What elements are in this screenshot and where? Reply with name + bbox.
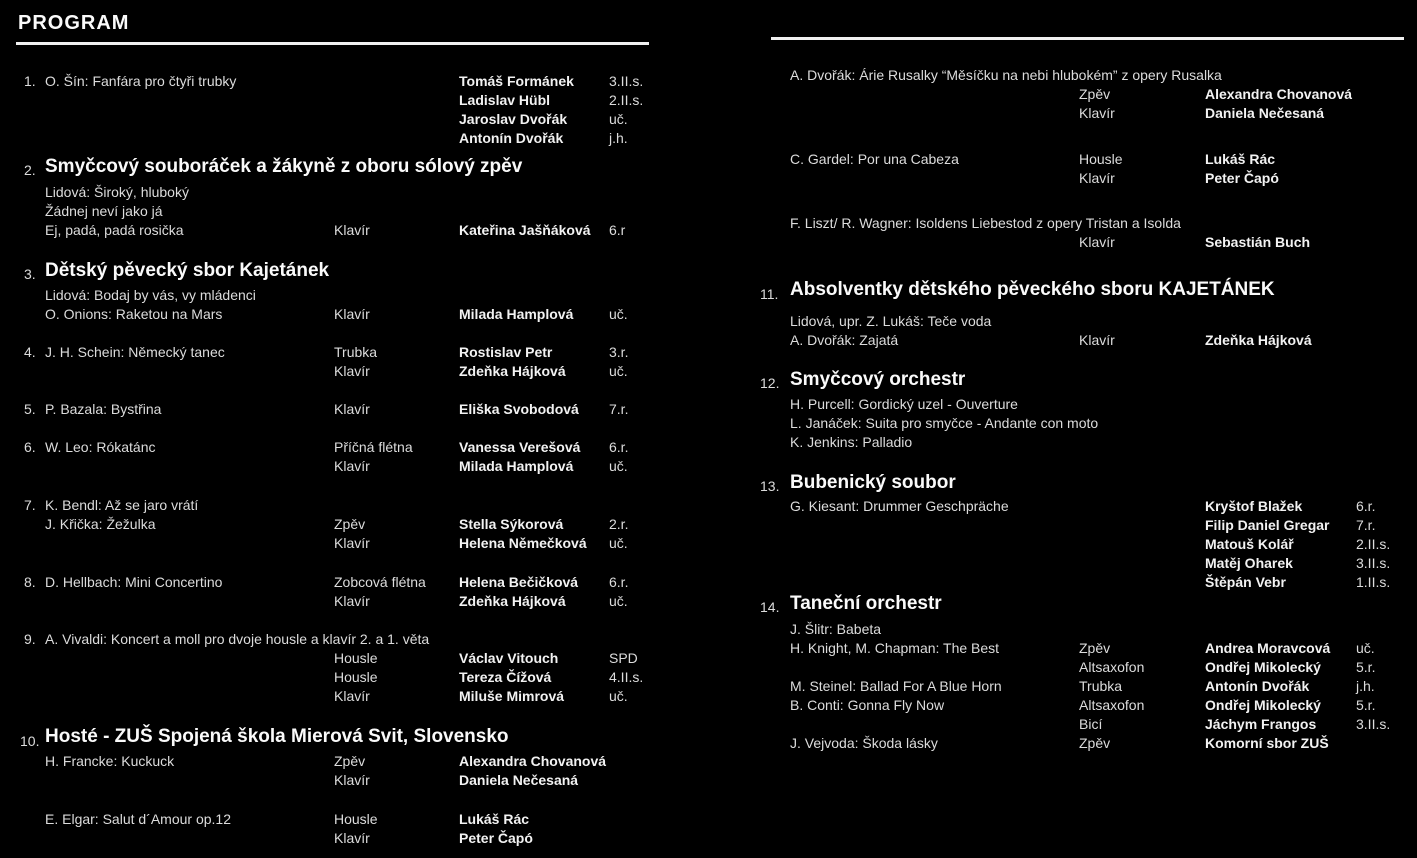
piece-title: L. Janáček: Suita pro smyčce - Andante con moto	[790, 415, 1099, 431]
grade-label: 6.r.	[609, 439, 629, 455]
performer-name: Milada Hamplová	[459, 306, 574, 322]
item-number: 12.	[760, 375, 780, 391]
instrument-label: Klavír	[334, 772, 370, 788]
grade-label: SPD	[609, 650, 638, 666]
performer-name: Peter Čapó	[1205, 170, 1279, 186]
piece-title: M. Steinel: Ballad For A Blue Horn	[790, 678, 1002, 694]
piece-title: H. Francke: Kuckuck	[45, 753, 175, 769]
grade-label: uč.	[609, 535, 628, 551]
item-number: 14.	[760, 599, 780, 615]
performer-name: Tereza Čížová	[459, 669, 552, 685]
piece-title: J. Vejvoda: Škoda lásky	[790, 735, 938, 751]
section-heading: Bubenický soubor	[790, 472, 956, 493]
grade-label: j.h.	[1356, 678, 1375, 694]
performer-name: Matouš Kolář	[1205, 536, 1294, 552]
grade-label: 7.r.	[1356, 517, 1376, 533]
right-divider	[771, 37, 1404, 40]
instrument-label: Klavír	[334, 363, 370, 379]
performer-name: Václav Vitouch	[459, 650, 559, 666]
piece-title: A. Dvořák: Árie Rusalky “Měsíčku na nebi hlubokém” z opery Rusalka	[790, 67, 1222, 83]
grade-label: uč.	[609, 593, 628, 609]
grade-label: 7.r.	[609, 401, 629, 417]
performer-name: Antonín Dvořák	[1205, 678, 1310, 694]
piece-title: H. Knight, M. Chapman: The Best	[790, 640, 1000, 656]
piece-title: Ej, padá, padá rosička	[45, 222, 184, 238]
performer-name: Ondřej Mikolecký	[1205, 697, 1321, 713]
instrument-label: Klavír	[1079, 332, 1115, 348]
instrument-label: Trubka	[334, 344, 378, 360]
piece-title: K. Bendl: Až se jaro vrátí	[45, 497, 199, 513]
piece-title: B. Conti: Gonna Fly Now	[790, 697, 945, 713]
item-number: 9.	[24, 631, 36, 647]
instrument-label: Altsaxofon	[1079, 659, 1145, 675]
performer-name: Matěj Oharek	[1205, 555, 1293, 571]
instrument-label: Housle	[1079, 151, 1123, 167]
piece-title: Lidová: Bodaj by vás, vy mládenci	[45, 287, 256, 303]
grade-label: 3.II.s.	[1356, 555, 1391, 571]
instrument-label: Klavír	[334, 688, 370, 704]
performer-name: Helena Němečková	[459, 535, 587, 551]
item-number: 13.	[760, 478, 780, 494]
instrument-label: Altsaxofon	[1079, 697, 1145, 713]
performer-name: Lukáš Rác	[459, 811, 530, 827]
performer-name: Vanessa Verešová	[459, 439, 581, 455]
performer-name: Milada Hamplová	[459, 458, 574, 474]
grade-label: 6.r.	[1356, 498, 1376, 514]
piece-title: J. H. Schein: Německý tanec	[45, 344, 225, 360]
instrument-label: Klavír	[334, 535, 370, 551]
grade-label: 3.II.s.	[1356, 716, 1391, 732]
instrument-label: Zpěv	[1079, 735, 1111, 751]
performer-name: Antonín Dvořák	[459, 130, 564, 146]
performer-name: Ondřej Mikolecký	[1205, 659, 1321, 675]
instrument-label: Zpěv	[334, 516, 366, 532]
performer-name: Helena Bečičková	[459, 574, 579, 590]
performer-name: Daniela Nečesaná	[459, 772, 579, 788]
grade-label: uč.	[1356, 640, 1375, 656]
grade-label: uč.	[609, 111, 628, 127]
piece-title: J. Křička: Žežulka	[45, 516, 156, 532]
page-title: PROGRAM	[18, 12, 130, 34]
section-heading: Smyčcový souboráček a žákyně z oboru sólový zpěv	[45, 156, 523, 177]
instrument-label: Zpěv	[334, 753, 366, 769]
performer-name: Sebastián Buch	[1205, 234, 1311, 250]
performer-name: Komorní sbor ZUŠ	[1205, 735, 1329, 751]
grade-label: 4.II.s.	[609, 669, 644, 685]
item-number: 11.	[760, 286, 779, 302]
piece-title: O. Šín: Fanfára pro čtyři trubky	[45, 73, 237, 89]
instrument-label: Housle	[334, 811, 378, 827]
performer-name: Eliška Svobodová	[459, 401, 579, 417]
performer-name: Alexandra Chovanová	[1205, 86, 1353, 102]
instrument-label: Bicí	[1079, 716, 1103, 732]
performer-name: Jaroslav Dvořák	[459, 111, 568, 127]
piece-title: E. Elgar: Salut d´Amour op.12	[45, 811, 231, 827]
grade-label: j.h.	[609, 130, 628, 146]
performer-name: Štěpán Vebr	[1205, 574, 1286, 590]
performer-name: Alexandra Chovanová	[459, 753, 607, 769]
item-number: 6.	[24, 439, 36, 455]
piece-title: D. Hellbach: Mini Concertino	[45, 574, 223, 590]
item-number: 5.	[24, 401, 36, 417]
piece-title: H. Purcell: Gordický uzel - Ouverture	[790, 396, 1018, 412]
piece-title: C. Gardel: Por una Cabeza	[790, 151, 959, 167]
section-heading: Taneční orchestr	[790, 593, 942, 614]
piece-title: G. Kiesant: Drummer Geschpräche	[790, 498, 1009, 514]
performer-name: Kateřina Jašňáková	[459, 222, 591, 238]
grade-label: 3.II.s.	[609, 73, 644, 89]
grade-label: uč.	[609, 458, 628, 474]
item-number: 4.	[24, 344, 36, 360]
instrument-label: Klavír	[334, 222, 370, 238]
piece-title: A. Vivaldi: Koncert a moll pro dvoje housle a klavír 2. a 1. věta	[45, 631, 430, 647]
instrument-label: Zobcová flétna	[334, 574, 426, 590]
performer-name: Kryštof Blažek	[1205, 498, 1303, 514]
performer-name: Filip Daniel Gregar	[1205, 517, 1330, 533]
instrument-label: Klavír	[334, 458, 370, 474]
instrument-label: Klavír	[334, 593, 370, 609]
section-heading: Dětský pěvecký sbor Kajetánek	[45, 260, 330, 281]
item-number: 10.	[20, 733, 40, 749]
item-number: 2.	[24, 162, 36, 178]
piece-title: O. Onions: Raketou na Mars	[45, 306, 223, 322]
item-number: 7.	[24, 497, 36, 513]
instrument-label: Housle	[334, 669, 378, 685]
performer-name: Peter Čapó	[459, 830, 533, 846]
performer-name: Lukáš Rác	[1205, 151, 1276, 167]
piece-title: Žádnej neví jako já	[45, 203, 163, 219]
piece-title: K. Jenkins: Palladio	[790, 434, 913, 450]
instrument-label: Klavír	[1079, 105, 1115, 121]
piece-title: P. Bazala: Bystřina	[45, 401, 162, 417]
performer-name: Tomáš Formánek	[459, 73, 574, 89]
grade-label: 5.r.	[1356, 659, 1376, 675]
instrument-label: Klavír	[334, 306, 370, 322]
performer-name: Stella Sýkorová	[459, 516, 564, 532]
section-heading: Absolventky dětského pěveckého sboru KAJETÁNEK	[790, 279, 1275, 300]
piece-title: Lidová: Široký, hluboký	[45, 184, 189, 200]
item-number: 8.	[24, 574, 36, 590]
piece-title: W. Leo: Rókatánc	[45, 439, 156, 455]
grade-label: 2.r.	[609, 516, 629, 532]
grade-label: 3.r.	[609, 344, 629, 360]
instrument-label: Klavír	[334, 401, 370, 417]
item-number: 1.	[24, 73, 36, 89]
performer-name: Andrea Moravcová	[1205, 640, 1331, 656]
grade-label: uč.	[609, 306, 628, 322]
grade-label: 2.II.s.	[1356, 536, 1391, 552]
grade-label: 1.II.s.	[1356, 574, 1391, 590]
piece-title: Lidová, upr. Z. Lukáš: Teče voda	[790, 313, 992, 329]
instrument-label: Příčná flétna	[334, 439, 413, 455]
piece-title: A. Dvořák: Zajatá	[790, 332, 899, 348]
grade-label: 6.r.	[609, 574, 629, 590]
performer-name: Rostislav Petr	[459, 344, 553, 360]
instrument-label: Trubka	[1079, 678, 1123, 694]
performer-name: Jáchym Frangos	[1205, 716, 1317, 732]
grade-label: 5.r.	[1356, 697, 1376, 713]
grade-label: 6.r	[609, 222, 626, 238]
performer-name: Zdeňka Hájková	[459, 363, 566, 379]
section-heading: Smyčcový orchestr	[790, 369, 966, 390]
performer-name: Daniela Nečesaná	[1205, 105, 1325, 121]
instrument-label: Zpěv	[1079, 640, 1111, 656]
grade-label: uč.	[609, 688, 628, 704]
instrument-label: Zpěv	[1079, 86, 1111, 102]
instrument-label: Klavír	[1079, 170, 1115, 186]
instrument-label: Klavír	[1079, 234, 1115, 250]
grade-label: uč.	[609, 363, 628, 379]
item-number: 3.	[24, 266, 36, 282]
performer-name: Miluše Mimrová	[459, 688, 565, 704]
left-divider	[16, 42, 649, 45]
grade-label: 2.II.s.	[609, 92, 644, 108]
instrument-label: Klavír	[334, 830, 370, 846]
instrument-label: Housle	[334, 650, 378, 666]
piece-title: J. Šlitr: Babeta	[790, 621, 882, 637]
performer-name: Ladislav Hübl	[459, 92, 551, 108]
performer-name: Zdeňka Hájková	[1205, 332, 1312, 348]
piece-title: F. Liszt/ R. Wagner: Isoldens Liebestod z opery Tristan a Isolda	[790, 215, 1181, 231]
performer-name: Zdeňka Hájková	[459, 593, 566, 609]
section-heading: Hosté - ZUŠ Spojená škola Mierová Svit, Slovensko	[45, 726, 509, 747]
